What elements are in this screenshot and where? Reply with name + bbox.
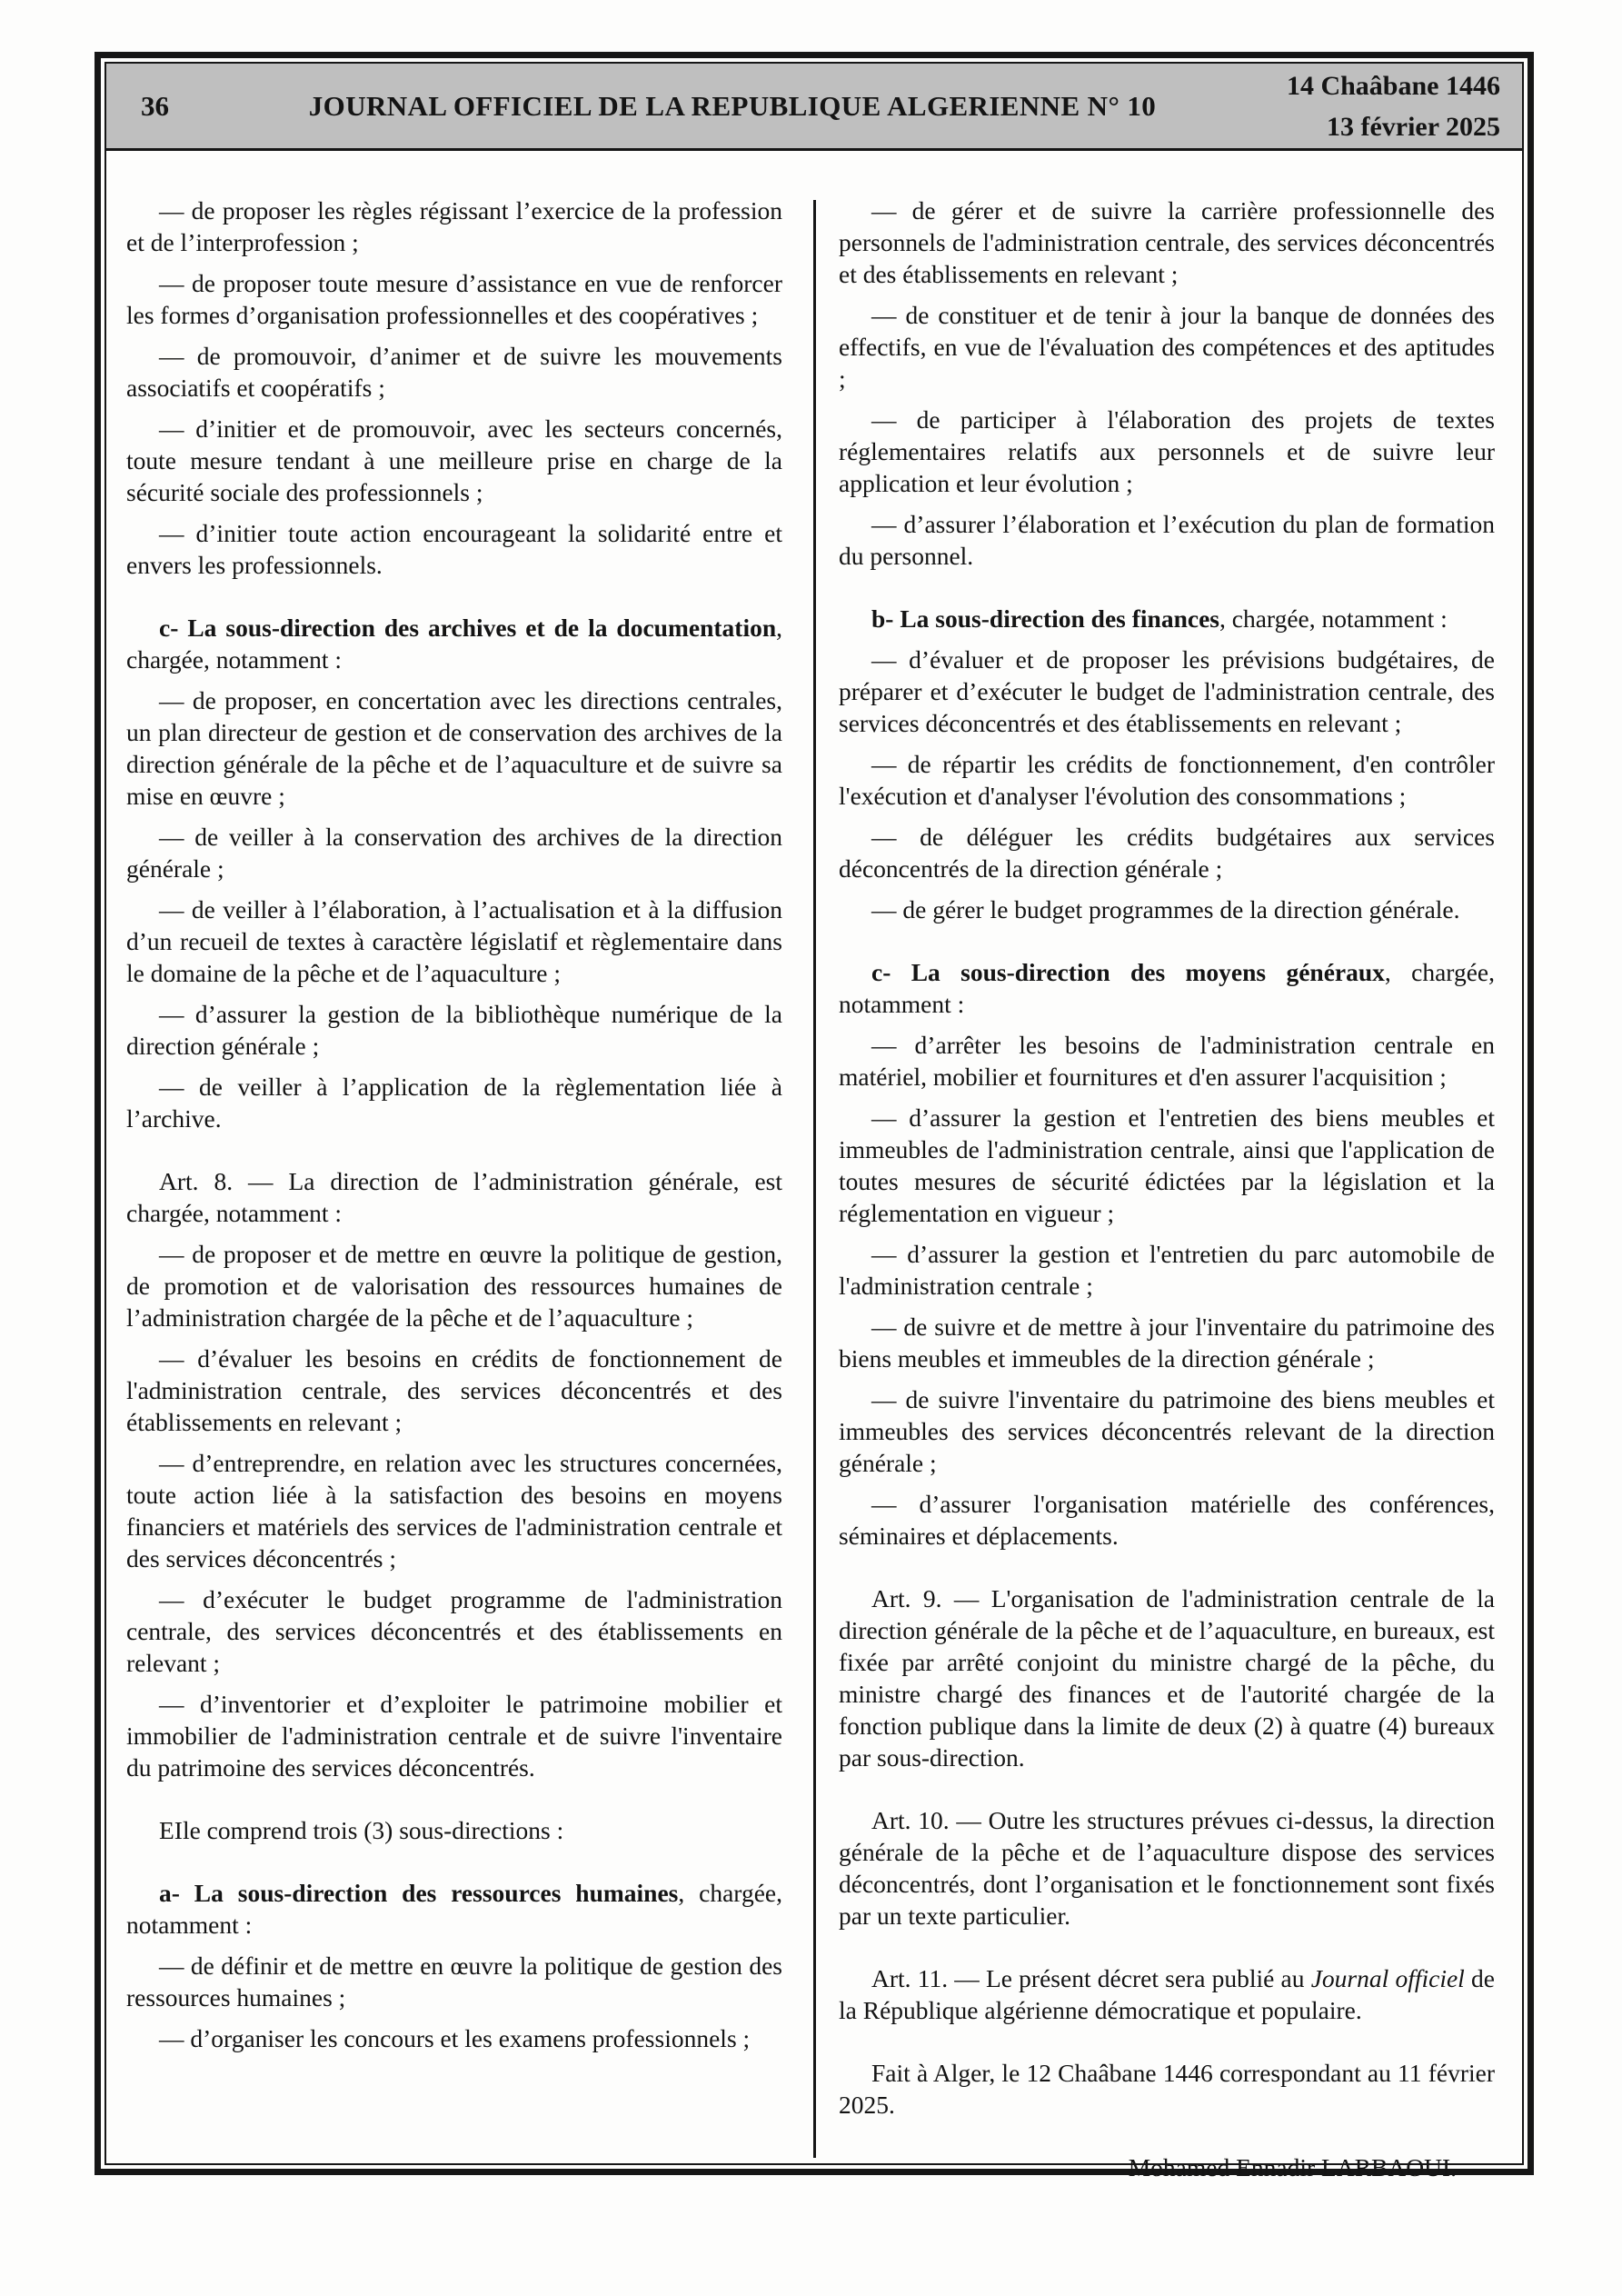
- paragraph: — d’initier toute action encourageant la solidarité entre et envers les professionnels.: [126, 519, 782, 579]
- paragraph: — d’évaluer les besoins en crédits de fonctionnement de l'administration centrale, des services déconcentrés et des établissements en relevant ;: [126, 1344, 782, 1436]
- paragraph: — de répartir les crédits de fonctionnement, d'en contrôler l'exécution et d'analyser l'évolution des consommations ;: [839, 750, 1495, 810]
- section-heading: a- La sous-direction des ressources humaines, chargée, notamment :: [126, 1879, 783, 1939]
- paragraph: — de proposer, en concertation avec les directions centrales, un plan directeur de gestion et de conservation des archives de la direction générale de la pêche et de l’aquaculture et de suivre sa mise en œuvre ;: [126, 686, 782, 810]
- paragraph: Fait à Alger, le 12 Chaâbane 1446 correspondant au 11 février 2025.: [839, 2059, 1495, 2119]
- paragraph: — de gérer et de suivre la carrière professionnelle des personnels de l'administration centrale, des services déconcentrés et des établissements en relevant ;: [839, 196, 1495, 288]
- paragraph: — d’arrêter les besoins de l'administration centrale en matériel, mobilier et fournitures et d'en assurer l'acquisition ;: [839, 1031, 1495, 1091]
- paragraph: — d’assurer l'organisation matérielle des conférences, séminaires et déplacements.: [839, 1490, 1495, 1550]
- issue-dates: [1222, 65, 1522, 147]
- journal-title: JOURNAL OFFICIEL DE LA REPUBLIQUE ALGERIENNE N° 10: [308, 89, 1157, 122]
- page-frame-inner: [104, 62, 1524, 2181]
- paragraph: — de proposer et de mettre en œuvre la politique de gestion, de promotion et de valorisation des ressources humaines de l’administration chargée de la pêche et de l’aquaculture ;: [126, 1240, 782, 1332]
- date-hijri: 14 Chaâbane 1446: [1286, 70, 1500, 101]
- paragraph: — d’organiser les concours et les examens professionnels ;: [159, 2024, 751, 2052]
- article-paragraph: Art. 9. — L'organisation de l'administration centrale de la direction générale de la pêche et de l’aquaculture, en bureaux, est fixée par arrêté conjoint du ministre chargé de la pêche, du ministre chargé des finances et de l'autorité chargée de la fonction publique dans la limite de deux (2) à quatre (4) bureaux par sous-direction.: [839, 1584, 1495, 1772]
- section-heading: b- La sous-direction des finances, chargée, notamment :: [871, 604, 1448, 633]
- paragraph: — d’évaluer et de proposer les prévisions budgétaires, de préparer et d’exécuter le budget de l'administration centrale, des services déconcentrés et des établissements en relevant ;: [839, 645, 1495, 737]
- paragraph: — de suivre et de mettre à jour l'inventaire du patrimoine des biens meubles et immeubles de la direction générale ;: [839, 1313, 1495, 1373]
- paragraph: — d’inventorier et d’exploiter le patrimoine mobilier et immobilier de l'administration centrale et de suivre l'inventaire du patrimoine des services déconcentrés.: [126, 1690, 782, 1782]
- date-gregorian: 13 février 2025: [1326, 111, 1500, 142]
- paragraph: — d’assurer la gestion et l'entretien du parc automobile de l'administration centrale ;: [839, 1240, 1495, 1300]
- page-number: 36: [141, 89, 169, 122]
- section-heading: c- La sous-direction des moyens généraux, chargée, notamment :: [839, 958, 1495, 1018]
- paragraph: — de gérer le budget programmes de la direction générale.: [871, 895, 1460, 923]
- paragraph: — de veiller à l’élaboration, à l’actualisation et à la diffusion d’un recueil de textes à caractère législatif et règlementaire dans le domaine de la pêche et de l’aquaculture ;: [126, 895, 782, 987]
- paragraph: — de promouvoir, d’animer et de suivre les mouvements associatifs et coopératifs ;: [126, 342, 782, 402]
- paragraph: — de constituer et de tenir à jour la banque de données des effectifs, en vue de l'évaluation des compétences et des aptitudes ;: [839, 301, 1495, 393]
- article-paragraph: Art. 8. — La direction de l’administration générale, est chargée, notamment :: [126, 1167, 782, 1227]
- paragraph: — d’assurer la gestion et l'entretien des biens meubles et immeubles de l'administration centrale, ainsi que l'application de toutes mesures de sécurité édictées par la législation et la réglementation en vigueur ;: [839, 1103, 1495, 1227]
- column-right: [839, 195, 1495, 2183]
- paragraph: — d’exécuter le budget programme de l'administration centrale, des services déconcentrés et des établissements en relevant ;: [126, 1585, 782, 1677]
- masthead: [106, 64, 1522, 151]
- page-body: [106, 151, 1522, 2181]
- paragraph: — d’initier et de promouvoir, avec les secteurs concernés, toute mesure tendant à une meilleure prise en charge de la sécurité sociale des professionnels ;: [126, 414, 782, 506]
- paragraph: EIle comprend trois (3) sous-directions :: [159, 1816, 564, 1844]
- paragraph: — d’entreprendre, en relation avec les structures concernées, toute action liée à la satisfaction des besoins en moyens financiers et matériels des services de l'administration centrale et des services déconcentrés ;: [126, 1449, 782, 1572]
- column-divider: [813, 200, 816, 2158]
- section-heading: c- La sous-direction des archives et de la documentation, chargée, notamment :: [126, 614, 782, 674]
- paragraph: — de définir et de mettre en œuvre la politique de gestion des ressources humaines ;: [126, 1952, 782, 2011]
- signature: Mohamed Ennadir LARBAOUI.: [1128, 2153, 1457, 2181]
- paragraph: — de déléguer les crédits budgétaires aux services déconcentrés de la direction générale ;: [839, 823, 1495, 883]
- paragraph: — de veiller à la conservation des archives de la direction générale ;: [126, 823, 782, 883]
- paragraph: — d’assurer la gestion de la bibliothèque numérique de la direction générale ;: [126, 1000, 782, 1060]
- paragraph: — de proposer les règles régissant l’exercice de la profession et de l’interprofession ;: [126, 196, 782, 256]
- column-left: [126, 195, 782, 2054]
- paragraph: — d’assurer l’élaboration et l’exécution du plan de formation du personnel.: [839, 510, 1495, 570]
- paragraph: — de participer à l'élaboration des projets de textes réglementaires relatifs aux personnels et de suivre leur application et leur évolution ;: [839, 405, 1495, 497]
- paragraph: — de proposer toute mesure d’assistance en vue de renforcer les formes d’organisation professionnelles et des coopératives ;: [126, 269, 782, 329]
- page-frame: [95, 52, 1534, 2181]
- article-paragraph: Art. 10. — Outre les structures prévues ci-dessus, la direction générale de la pêche et de l’aquaculture dispose des services déconcentrés, dont l’organisation et le fonctionnement sont fixés par un texte particulier.: [839, 1806, 1495, 1930]
- paragraph: — de veiller à l’application de la règlementation liée à l’archive.: [126, 1073, 782, 1133]
- paragraph: — de suivre l'inventaire du patrimoine des biens meubles et immeubles des services déconcentrés relevant de la direction générale ;: [839, 1385, 1495, 1477]
- article-paragraph: Art. 11. — Le présent décret sera publié au Journal officiel de la République algérienne démocratique et populaire.: [839, 1964, 1495, 2024]
